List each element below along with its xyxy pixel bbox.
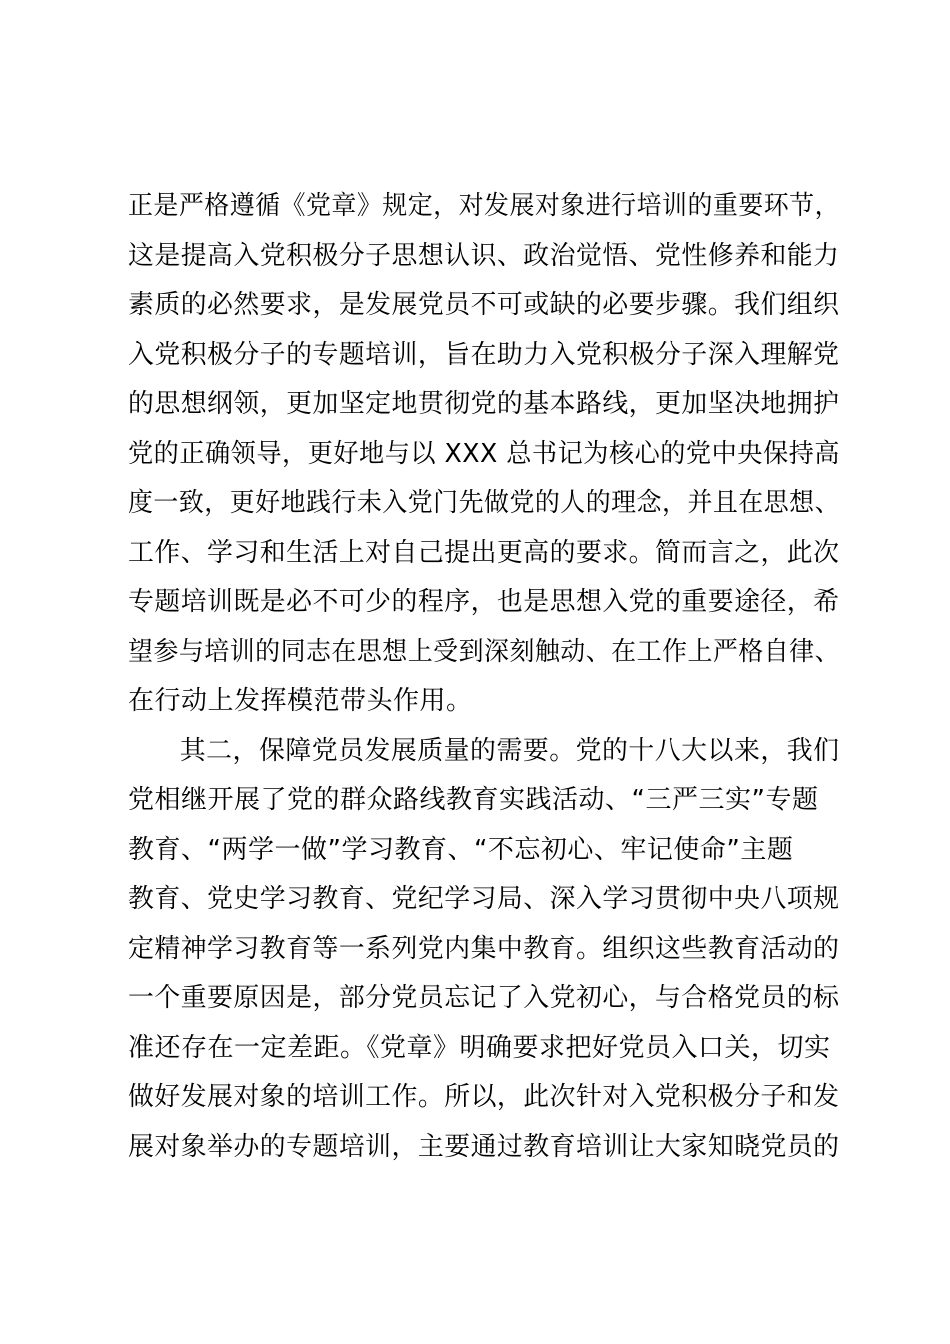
text-line: 展对象举办的专题培训，主要通过教育培训让大家知晓党员的 [128,1131,840,1162]
document-body [128,182,840,1172]
text-line: 素质的必然要求，是发展党员不可或缺的必要步骤。我们组织 [128,290,840,320]
text-line: 教育、“两学一做”学习教育、“不忘初心、牢记使命”主题 [128,834,794,865]
text-line: 工作、学习和生活上对自己提出更高的要求。简而言之，此次 [128,537,840,568]
paragraph [128,727,840,1173]
text-line: 定精神学习教育等一系列党内集中教育。组织这些教育活动的 [128,933,840,964]
text-line: 在行动上发挥模范带头作用。 [128,686,473,716]
text-line: 望参与培训的同志在思想上受到深刻触动、在工作上严格自律、 [128,636,841,667]
text-line: 其二，保障党员发展质量的需要。党的十八大以来，我们 [179,735,840,766]
text-line: 一个重要原因是，部分党员忘记了入党初心，与合格党员的标 [128,983,840,1013]
text-line: 党相继开展了党的群众路线教育实践活动、“三严三实”专题 [128,785,819,815]
paragraph [128,182,840,727]
text-line: 的思想纲领，更加坚定地贯彻党的基本路线，更加坚决地拥护 [128,389,840,419]
text-line: 这是提高入党积极分子思想认识、政治觉悟、党性修养和能力 [128,240,840,271]
text-line: 做好发展对象的培训工作。所以，此次针对入党积极分子和发 [128,1082,840,1112]
text-line: 准还存在一定差距。《党章》明确要求把好党员入口关，切实 [128,1032,831,1063]
text-line: 入党积极分子的专题培训，旨在助力入党积极分子深入理解党 [128,339,840,370]
text-line: 正是严格遵循《党章》规定，对发展对象进行培训的重要环节， [128,191,841,221]
text-line: 党的正确领导，更好地与以 XXX 总书记为核心的党中央保持高 [128,438,840,469]
text-line: 教育、党史学习教育、党纪学习局、深入学习贯彻中央八项规 [128,884,840,914]
text-line: 度一致，更好地践行未入党门先做党的人的理念，并且在思想、 [128,488,841,518]
text-line: 专题培训既是必不可少的程序，也是思想入党的重要途径，希 [128,587,840,617]
